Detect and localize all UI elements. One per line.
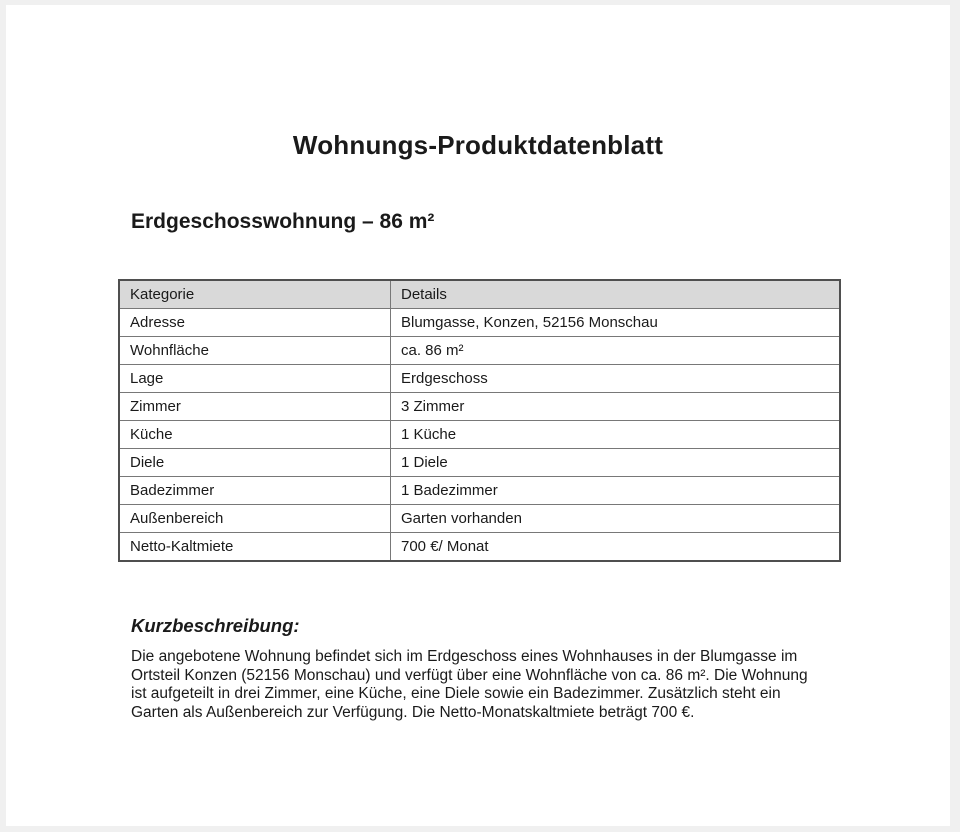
category-cell: Wohnfläche (119, 337, 391, 365)
column-header-kategorie: Kategorie (119, 280, 391, 309)
table-row (119, 393, 840, 421)
short-description-text (131, 648, 841, 722)
description-line: Die angebotene Wohnung befindet sich im Erdgeschoss eines Wohnhauses in der Blumgasse im (131, 648, 798, 665)
apartment-heading: Erdgeschosswohnung – 86 m² (131, 210, 435, 233)
document-page (6, 5, 950, 826)
table-row (119, 533, 840, 562)
document-title: Wohnungs-Produktdatenblatt (292, 130, 664, 160)
category-cell: Adresse (119, 309, 391, 337)
table-row (119, 365, 840, 393)
category-cell: Zimmer (119, 393, 391, 421)
details-cell: ca. 86 m² (391, 337, 841, 365)
details-cell: 1 Küche (391, 421, 841, 449)
details-cell: 700 €/ Monat (391, 533, 841, 562)
table-row (119, 449, 840, 477)
category-cell: Diele (119, 449, 391, 477)
details-cell: 3 Zimmer (391, 393, 841, 421)
facts-table (118, 279, 841, 562)
description-line: Ortsteil Konzen (52156 Monschau) und verfügt über eine Wohnfläche von ca. 86 m². Die Wohnung (131, 666, 808, 684)
short-description-heading: Kurzbeschreibung: (131, 615, 300, 636)
table-row (119, 421, 840, 449)
table-header-row (119, 280, 840, 309)
category-cell: Küche (119, 421, 391, 449)
category-cell: Badezimmer (119, 477, 391, 505)
category-cell: Lage (119, 365, 391, 393)
description-line: ist aufgeteilt in drei Zimmer, eine Küche, eine Diele sowie ein Badezimmer. Zusätzlich steht ein (131, 685, 781, 703)
column-header-details: Details (391, 280, 841, 309)
details-cell: Blumgasse, Konzen, 52156 Monschau (391, 309, 841, 337)
description-line: Garten als Außenbereich zur Verfügung. Die Netto-Monatskaltmiete beträgt 700 €. (131, 703, 695, 721)
table-row (119, 505, 840, 533)
category-cell: Netto-Kaltmiete (119, 533, 391, 562)
details-cell: 1 Diele (391, 449, 841, 477)
table-row (119, 337, 840, 365)
category-cell: Außenbereich (119, 505, 391, 533)
table-row (119, 309, 840, 337)
details-cell: 1 Badezimmer (391, 477, 841, 505)
details-cell: Garten vorhanden (391, 505, 841, 533)
table-body (119, 309, 840, 562)
details-cell: Erdgeschoss (391, 365, 841, 393)
table-row (119, 477, 840, 505)
